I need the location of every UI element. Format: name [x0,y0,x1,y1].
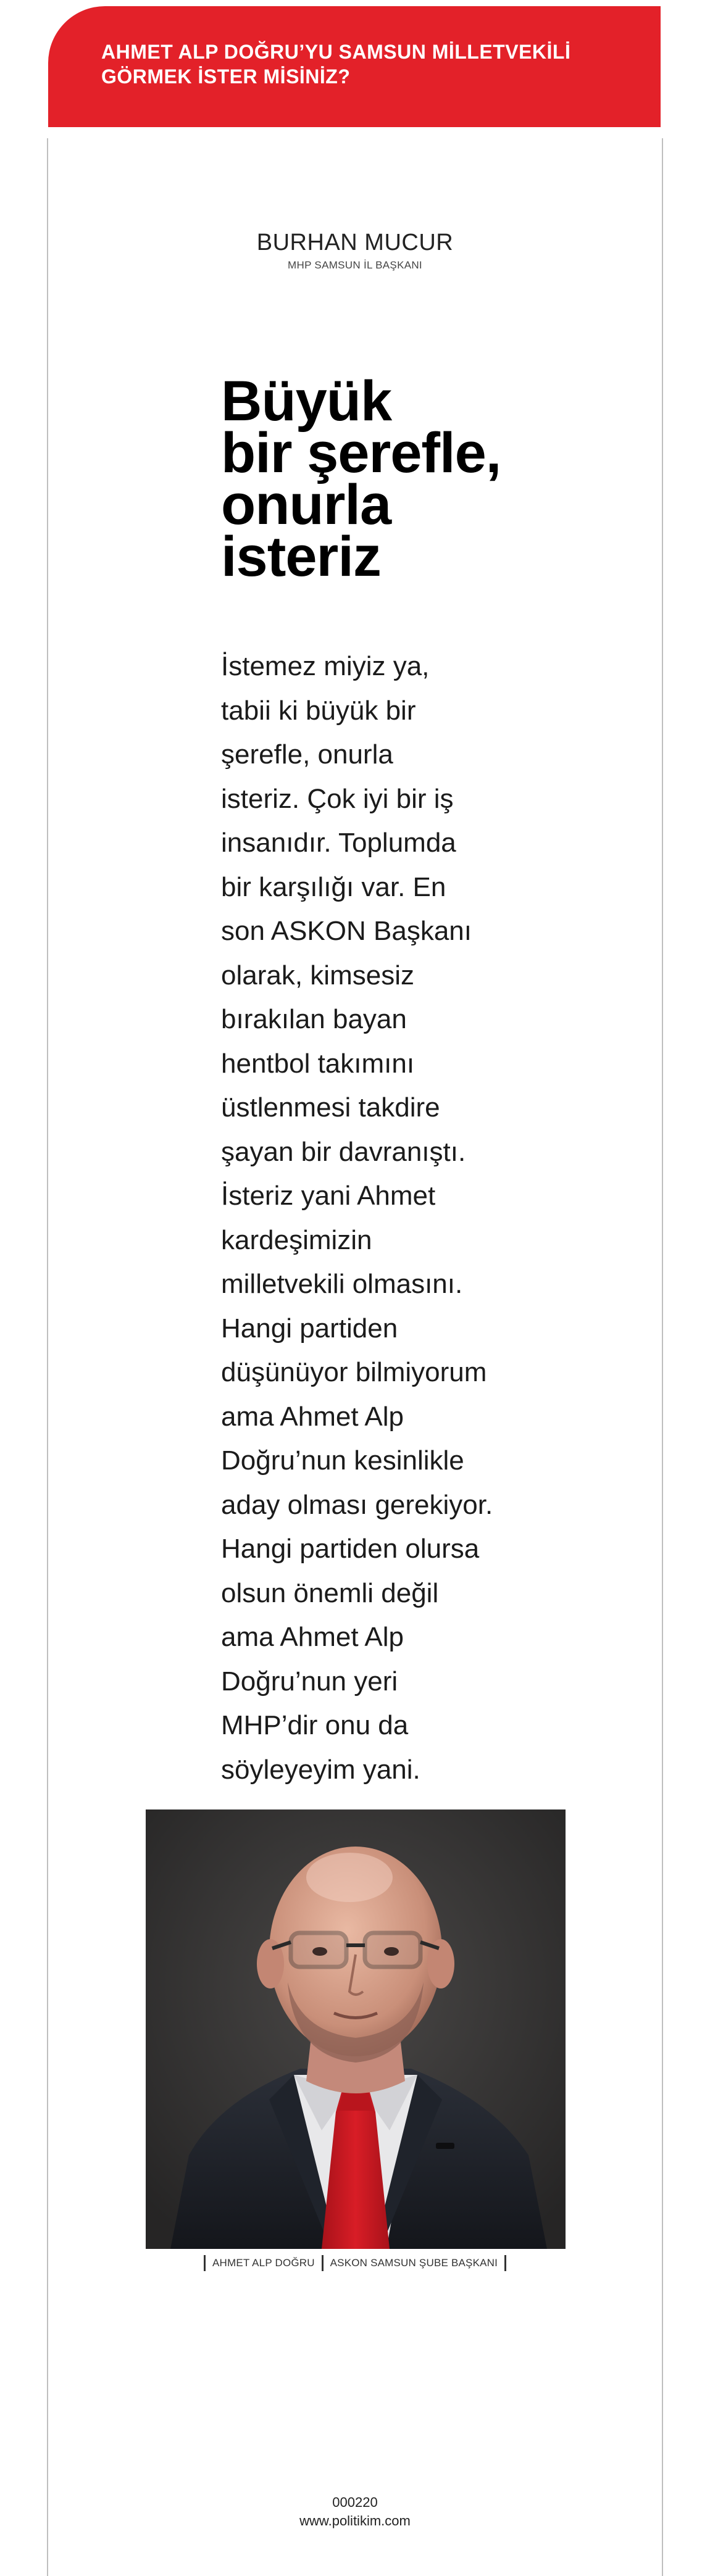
right-border-line [662,138,663,2576]
header-question: AHMET ALP DOĞRU’YU SAMSUN MİLLETVEKİLİ GÖRMEK İSTER MİSİNİZ? [101,41,571,88]
left-border-line [47,138,48,2576]
header-banner [48,6,661,127]
page-footer [0,2493,710,2530]
caption-title: ASKON SAMSUN ŞUBE BAŞKANI [330,2257,498,2269]
caption-name: AHMET ALP DOĞRU [212,2257,315,2269]
page-number: 000220 [332,2495,378,2510]
portrait-illustration [146,1809,566,2249]
portrait-photo [146,1809,566,2249]
footer-url: www.politikim.com [299,2513,411,2528]
article-body: İstemez miyiz ya, tabii ki büyük bir şerefle, onurla isteriz. Çok iyi bir iş insanıdır. Toplumda bir karşılığı var. En son ASKON Başkanı olarak, kimsesiz bırakılan bayan hentbol takımını üstlenmesi takdire şayan bir davranıştı. İsteriz yani Ahmet kardeşimizin milletvekili olmasını. Hangi partiden düşünüyor bilmiyorum ama Ahmet Alp Doğru’nun kesinlikle aday olması gerekiyor. Hangi partiden olursa olsun önemli değil ama Ahmet Alp Doğru’nun yeri MHP’dir onu da söyleyeyim yani. [221,651,493,1785]
caption-divider [504,2255,506,2271]
author-block [0,230,710,272]
photo-caption [0,2255,710,2271]
caption-divider [322,2255,324,2271]
author-name: BURHAN MUCUR [256,230,454,256]
author-role: MHP SAMSUN İL BAŞKANI [288,259,422,271]
caption-divider [204,2255,206,2271]
article-headline: Büyük bir şerefle, onurla isteriz [221,370,501,588]
